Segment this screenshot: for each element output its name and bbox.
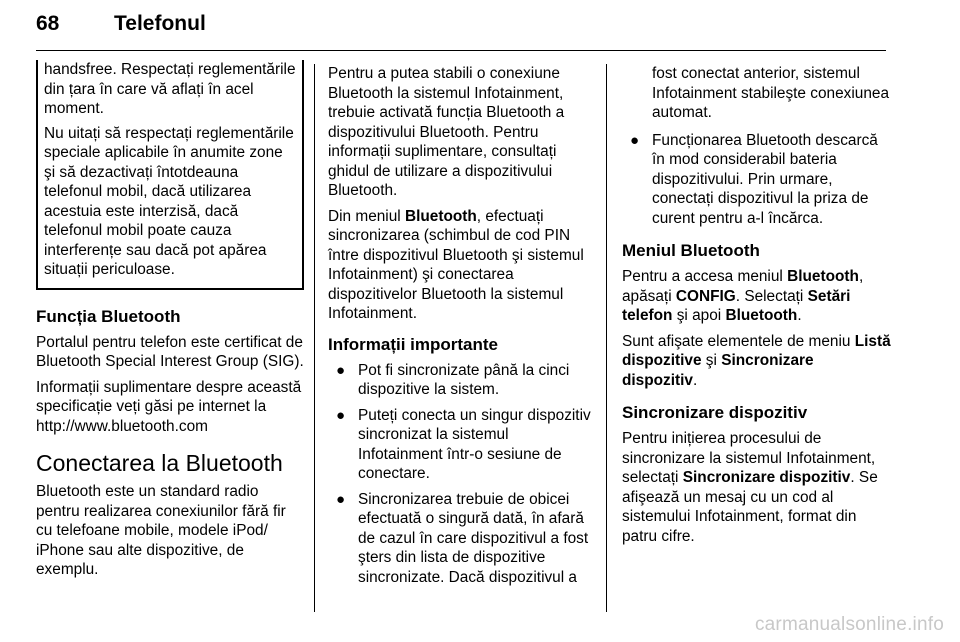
bullet-icon: ● bbox=[630, 131, 640, 149]
paragraph-menu-items: Sunt afişate elementele de meniu Listă dispozitive şi Sincronizare dispozitiv. bbox=[622, 332, 891, 389]
heading-important-info: Informații importante bbox=[328, 334, 499, 354]
continued-list bbox=[622, 64, 892, 228]
paragraph-certified: Portalul pentru telefon este certificat de Bluetooth Special Interest Group (SIG). bbox=[36, 333, 304, 370]
column-1 bbox=[36, 61, 304, 586]
menu-ref-pair-device: Sincronizare dispozitiv bbox=[682, 469, 851, 486]
list-item: ● Funcționarea Bluetooth descarcă în mod considerabil bateria dispozitivului. Prin urmare, conectați dispozitivul la priza de curent pentru a-l încărca. bbox=[630, 131, 878, 227]
list-item: ● Pot fi sincronizate până la cinci dispozitive la sistem. bbox=[336, 361, 570, 398]
bullet-icon: ● bbox=[336, 361, 346, 379]
bullet-icon: ● bbox=[336, 406, 346, 424]
warning-box bbox=[36, 60, 304, 290]
menu-ref-device-list: Listă dispozitive bbox=[622, 332, 891, 369]
watermark: carmanualsonline.info bbox=[754, 614, 944, 635]
page-title: Telefonul bbox=[114, 12, 206, 35]
bullet-icon: ● bbox=[336, 490, 346, 508]
paragraph-pairing-process: Pentru inițierea procesului de sincronizare la sistemul Infotainment, selectați Sincronizare dispozitiv. Se afişează un mesaj cu un cod al sistemului Infotainment, format din patru cifre. bbox=[622, 430, 878, 545]
menu-ref-pair-device: Sincronizare dispozitiv bbox=[622, 352, 814, 389]
important-info-list bbox=[328, 361, 596, 588]
paragraph-activate-bluetooth: Pentru a putea stabili o conexiune Bluetooth la sistemul Infotainment, trebuie activată funcția Bluetooth a dispozitivului Bluetooth. Pentru informații suplimentare, consultați ghidul de utilizare a dispozitivului Bluetooth. bbox=[328, 65, 565, 199]
page-header bbox=[36, 6, 886, 51]
menu-ref-bluetooth: Bluetooth bbox=[725, 307, 798, 324]
warning-paragraph-2: Nu uitați să respectați reglementările speciale aplicabile în anumite zone şi să dezactivați întotdeauna telefonul mobil, dacă utilizarea acestuia este interzisă, dacă telefonul mobil poate cauza interferențe sau dacă pot apărea situații periculoase. bbox=[44, 124, 294, 278]
paragraph-more-info: Informații suplimentare despre această specificație veți găsi pe internet la http://www.bluetooth.com bbox=[36, 378, 302, 435]
menu-ref-bluetooth: Bluetooth bbox=[787, 268, 859, 285]
heading-bluetooth-function: Funcția Bluetooth bbox=[36, 306, 181, 326]
column-divider-2 bbox=[606, 64, 607, 612]
column-3 bbox=[622, 64, 892, 552]
list-item-continued: fost conectat anterior, sistemul Infotainment stabileşte conexiunea automat. bbox=[652, 65, 889, 121]
column-divider-1 bbox=[314, 64, 315, 612]
warning-paragraph-1: handsfree. Respectați reglementările din țara în care vă aflați în acel moment. bbox=[44, 61, 296, 117]
heading-pair-device: Sincronizare dispozitiv bbox=[622, 403, 808, 422]
heading-bluetooth-connection: Conectarea la Bluetooth bbox=[36, 450, 283, 476]
menu-ref-phone-settings: Setări telefon bbox=[622, 287, 851, 324]
button-ref-config: CONFIG bbox=[675, 287, 736, 305]
menu-ref-bluetooth: Bluetooth bbox=[404, 207, 477, 225]
list-item: ● Sincronizarea trebuie de obicei efectuată o singură dată, în afară de cazul în care dispozitivul a fost şters din lista de dispozitive sincronizate. Dacă dispozitivul a bbox=[336, 490, 589, 586]
paragraph-access-menu: Pentru a accesa meniul Bluetooth, apăsați CONFIG. Selectați Setări telefon şi apoi Bluetooth. bbox=[622, 268, 864, 324]
heading-bluetooth-menu: Meniul Bluetooth bbox=[622, 241, 760, 260]
paragraph-bluetooth-standard: Bluetooth este un standard radio pentru realizarea conexiunilor fără fir cu telefoane mobile, modele iPod/ iPhone sau alte dispozitive, de exemplu. bbox=[36, 483, 286, 578]
column-2 bbox=[328, 64, 596, 593]
paragraph-pairing: Din meniul Bluetooth, efectuați sincronizarea (schimbul de cod PIN între dispozitivul Bluetooth şi sistemul Infotainment) şi conectarea dispozitivelor Bluetooth la sistemul Infotainment. bbox=[328, 207, 584, 322]
page-number: 68 bbox=[36, 12, 60, 35]
list-item: ● Puteți conecta un singur dispozitiv sincronizat la sistemul Infotainment într-o sesiune de conectare. bbox=[336, 406, 591, 482]
